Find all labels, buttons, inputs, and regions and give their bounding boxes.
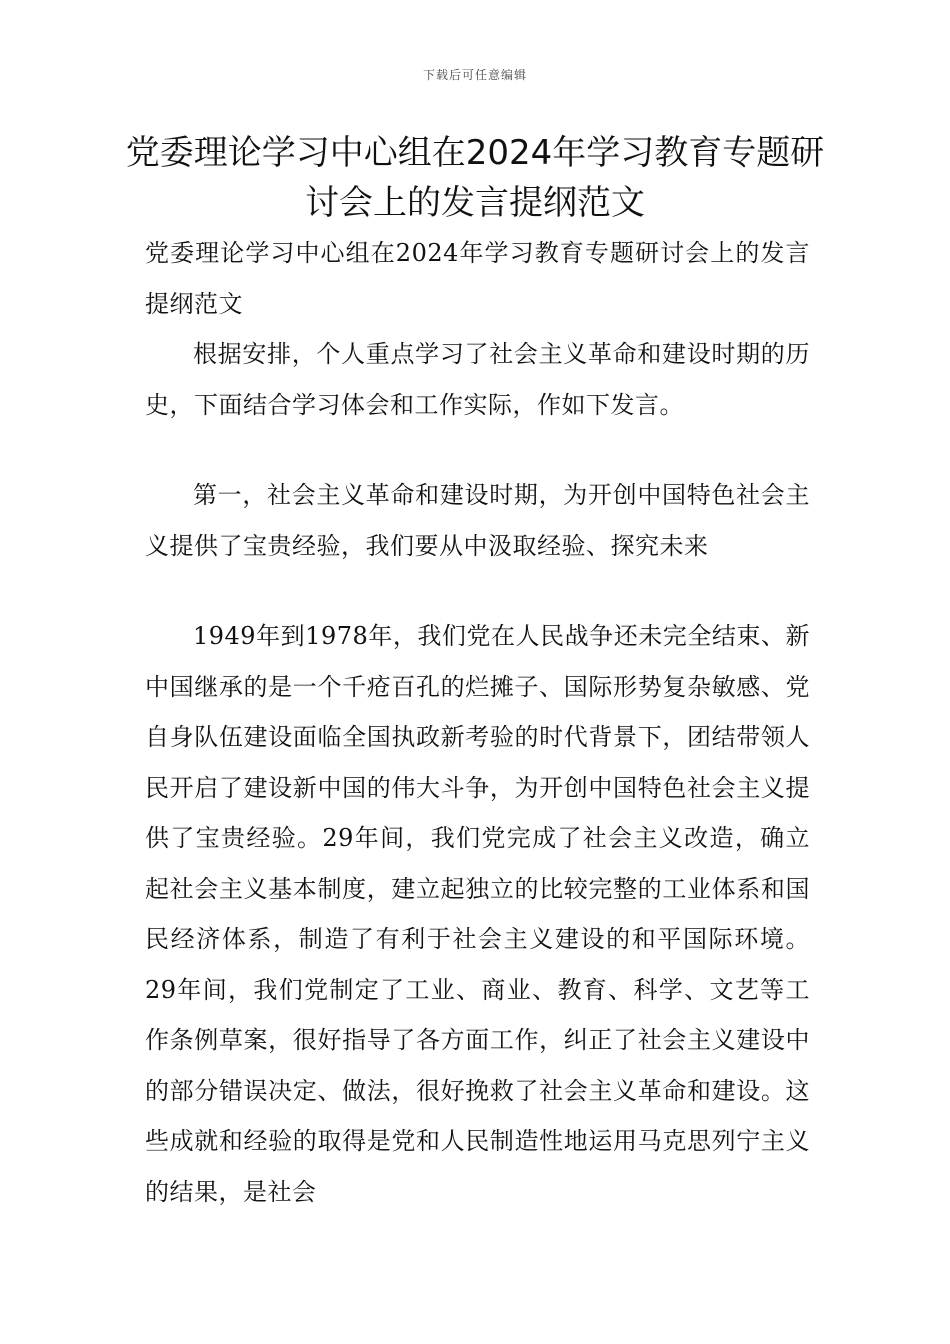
document-title: 党委理论学习中心组在2024年学习教育专题研讨会上的发言提纲范文 [125,133,825,223]
paragraph-intro: 根据安排，个人重点学习了社会主义革命和建设时期的历史，下面结合学习体会和工作实际，作如下发言。 [145,340,810,419]
header-note: 下载后可任意编辑 [422,68,527,82]
paragraph-history: 1949年到1978年，我们党在人民战争还未完全结束、新中国继承的是一个千疮百孔的烂摊子、国际形势复杂敏感、党自身队伍建设面临全国执政新考验的时代背景下，团结带领人民开启了建设新中国的伟大斗争，为开创中国特色社会主义提供了宝贵经验。29年间，我们党完成了社会主义改造，确立起社会主义基本制度，建立起独立的比较完整的工业体系和国民经济体系，制造了有利于社会主义建设的和平国际环境。29年间，我们党制定了工业、商业、教育、科学、文艺等工作条例草案，很好指导了各方面工作，纠正了社会主义建设中的部分错误决定、做法，很好挽救了社会主义革命和建设。这些成就和经验的取得是党和人民制造性地运用马克思列宁主义的结果，是社会 [145,622,810,1206]
paragraph-section-heading: 第一，社会主义革命和建设时期，为开创中国特色社会主义提供了宝贵经验，我们要从中汲取经验、探究未来 [145,481,810,560]
document-body [145,228,810,1217]
document-subtitle: 党委理论学习中心组在2024年学习教育专题研讨会上的发言提纲范文 [145,239,810,318]
